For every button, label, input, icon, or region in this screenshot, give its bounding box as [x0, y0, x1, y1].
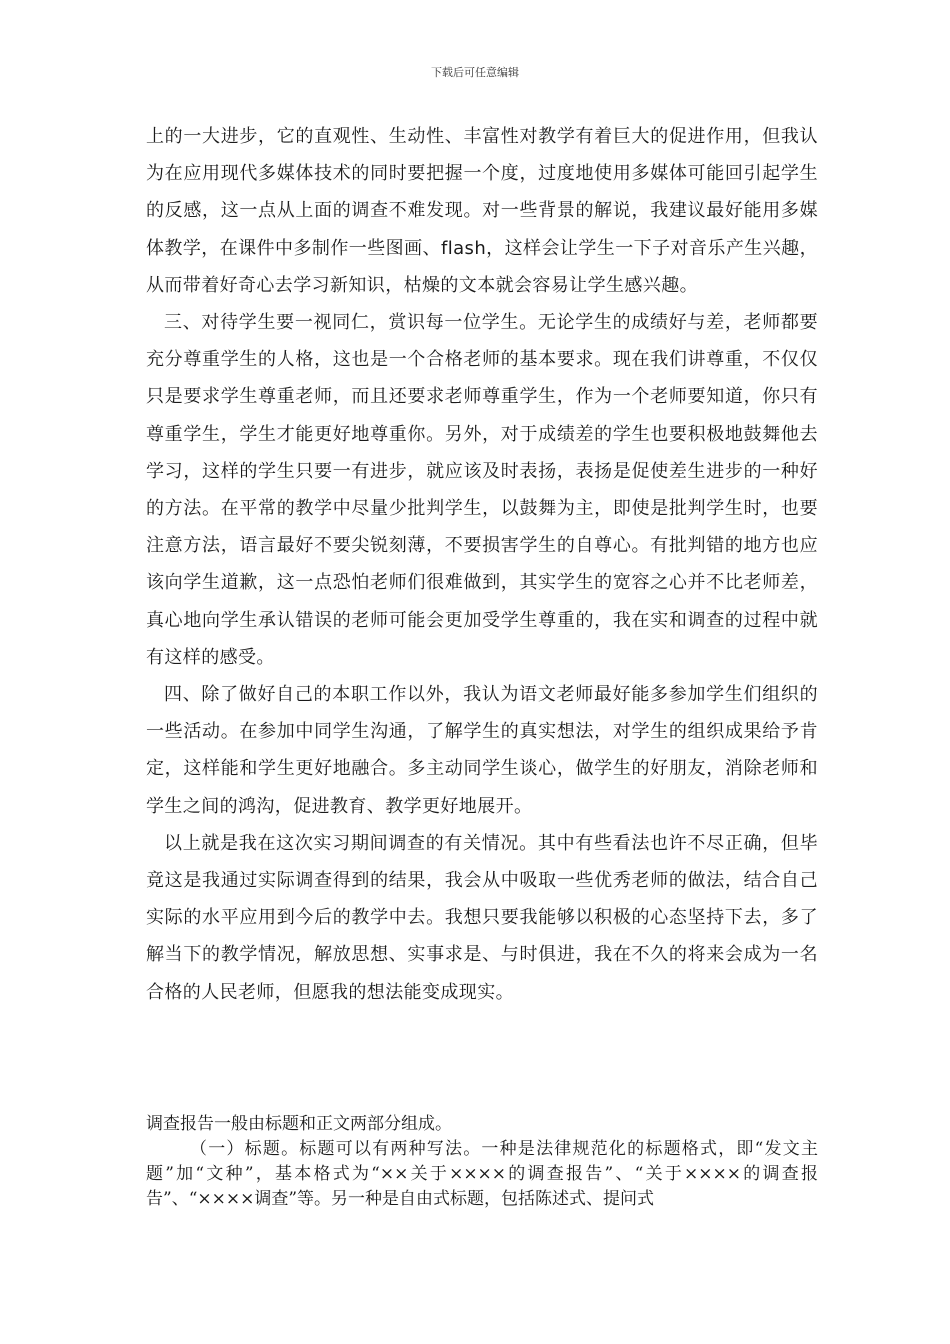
- main-text: [146, 118, 818, 1011]
- appendix-title-section: （一）标题。标题可以有两种写法。一种是法律规范化的标题格式，即“发文主题”加“文种”，基本格式为“××关于××××的调查报告”、“关于××××的调查报告”、“××××调查”等。另一种是自由式标题，包括陈述式、提问式: [146, 1139, 818, 1209]
- appendix-intro: 调查报告一般由标题和正文两部分组成。: [146, 1114, 452, 1134]
- paragraph-point-four: 四、除了做好自己的本职工作以外，我认为语文老师最好能多参加学生们组织的一些活动。在参加中同学生沟通，了解学生的真实想法，对学生的组织成果给予肯定，这样能和学生更好地融合。多主动同学生谈心，做学生的好朋友，消除老师和学生之间的鸿沟，促进教育、教学更好地展开。: [146, 684, 818, 817]
- paragraph-multimedia: 上的一大进步，它的直观性、生动性、丰富性对教学有着巨大的促进作用，但我认为在应用现代多媒体技术的同时要把握一个度，过度地使用多媒体可能回引起学生的反感，这一点从上面的调查不难发现。对一些背景的解说，我建议最好能用多媒体教学，在课件中多制作一些图画、flash，这样会让学生一下子对音乐产生兴趣，从而带着好奇心去学习新知识，枯燥的文本就会容易让学生感兴趣。: [146, 126, 818, 296]
- paragraph-point-three: 三、对待学生要一视同仁，赏识每一位学生。无论学生的成绩好与差，老师都要充分尊重学生的人格，这也是一个合格老师的基本要求。现在我们讲尊重，不仅仅只是要求学生尊重老师，而且还要求老师尊重学生，作为一个老师要知道，你只有尊重学生，学生才能更好地尊重你。另外，对于成绩差的学生也要积极地鼓舞他去学习，这样的学生只要一有进步，就应该及时表扬，表扬是促使差生进步的一种好的方法。在平常的教学中尽量少批判学生，以鼓舞为主，即使是批判学生时，也要注意方法，语言最好不要尖锐刻薄，不要损害学生的自尊心。有批判错的地方也应该向学生道歉，这一点恐怕老师们很难做到，其实学生的宽容之心并不比老师差，真心地向学生承认错误的老师可能会更加受学生尊重的，我在实和调查的过程中就有这样的感受。: [146, 312, 818, 668]
- paragraph-conclusion: 以上就是我在这次实习期间调查的有关情况。其中有些看法也许不尽正确，但毕竟这是我通过实际调查得到的结果，我会从中吸取一些优秀老师的做法，结合自己实际的水平应用到今后的教学中去。我想只要我能够以积极的心态坚持下去，多了解当下的教学情况，解放思想、实事求是、与时俱进，我在不久的将来会成为一名合格的人民老师，但愿我的想法能变成现实。: [146, 832, 818, 1003]
- page-header-note: 下载后可任意编辑: [431, 66, 519, 79]
- appendix-section: [146, 1112, 818, 1212]
